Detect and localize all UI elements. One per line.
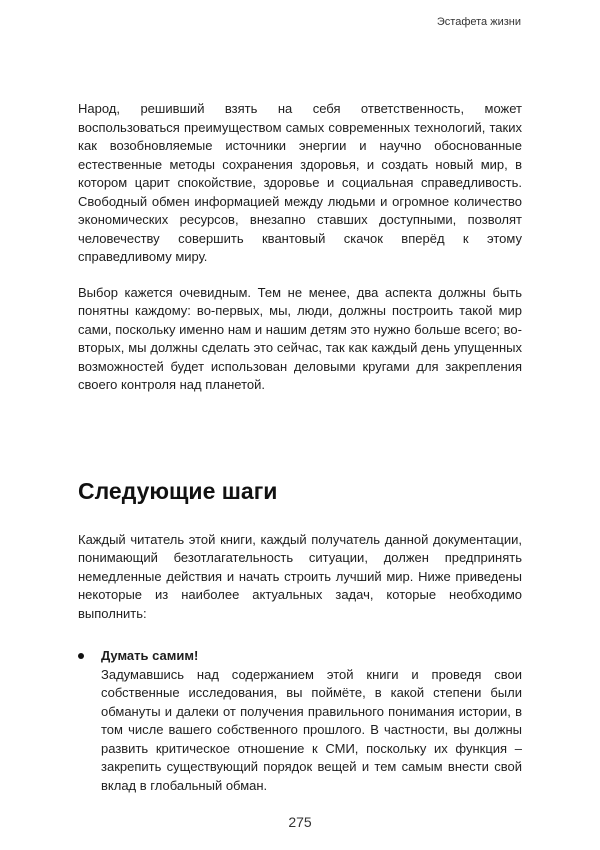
running-header: Эстафета жизни: [436, 16, 521, 28]
section-heading: Следующие шаги: [78, 477, 278, 504]
bullet-icon: [78, 653, 84, 659]
page-number: 275: [288, 814, 312, 830]
list-item-title: Думать самим!: [101, 648, 199, 663]
section-intro: Каждый читатель этой книги, каждый получатель данной документации, понимающий безотлагательность ситуации, должен предпринять немедленные действия и начать строить лучший мир. Ниже приведены некоторые из наиболее актуальных задач, которые необходимо выполнить:: [78, 531, 522, 621]
paragraph-2: Выбор кажется очевидным. Тем не менее, два аспекта должны быть понятны каждому: во-первых, мы, люди, должны построить такой мир сами, поскольку именно нам и нашим детям это нужно больше всего; во-вторых, мы должны сделать это сейчас, так как каждый день упущенных возможностей будет использован деловыми кругами для закрепления своего контроля над планетой.: [78, 284, 522, 392]
paragraph-1: Народ, решивший взять на себя ответственность, может воспользоваться преимуществом самых современных технологий, таких как возобновляемые источники энергии и научно обоснованные естественные методы сохранения здоровья, и создать новый мир, в котором царит спокойствие, здоровье и социальная справедливость. Свободный обмен информацией между людьми и огромное количество экономических ресурсов, внезапно ставших доступными, позволят человечеству совершить квантовый скачок вперёд к этому справедливому миру.: [78, 101, 522, 264]
page-content: [78, 100, 522, 795]
list-item: [78, 647, 522, 795]
list-item-text: Задумавшись над содержанием этой книги и проведя свои собственные исследования, вы поймёте, в какой степени были обмануты и далеки от получения правильного понимания истории, в том числе вашего собственного прошлого. В частности, вы должны развить критическое отношение к СМИ, поскольку их функция – закрепить существующий порядок вещей и тем самым внести свой вклад в глобальный обман.: [101, 666, 522, 793]
